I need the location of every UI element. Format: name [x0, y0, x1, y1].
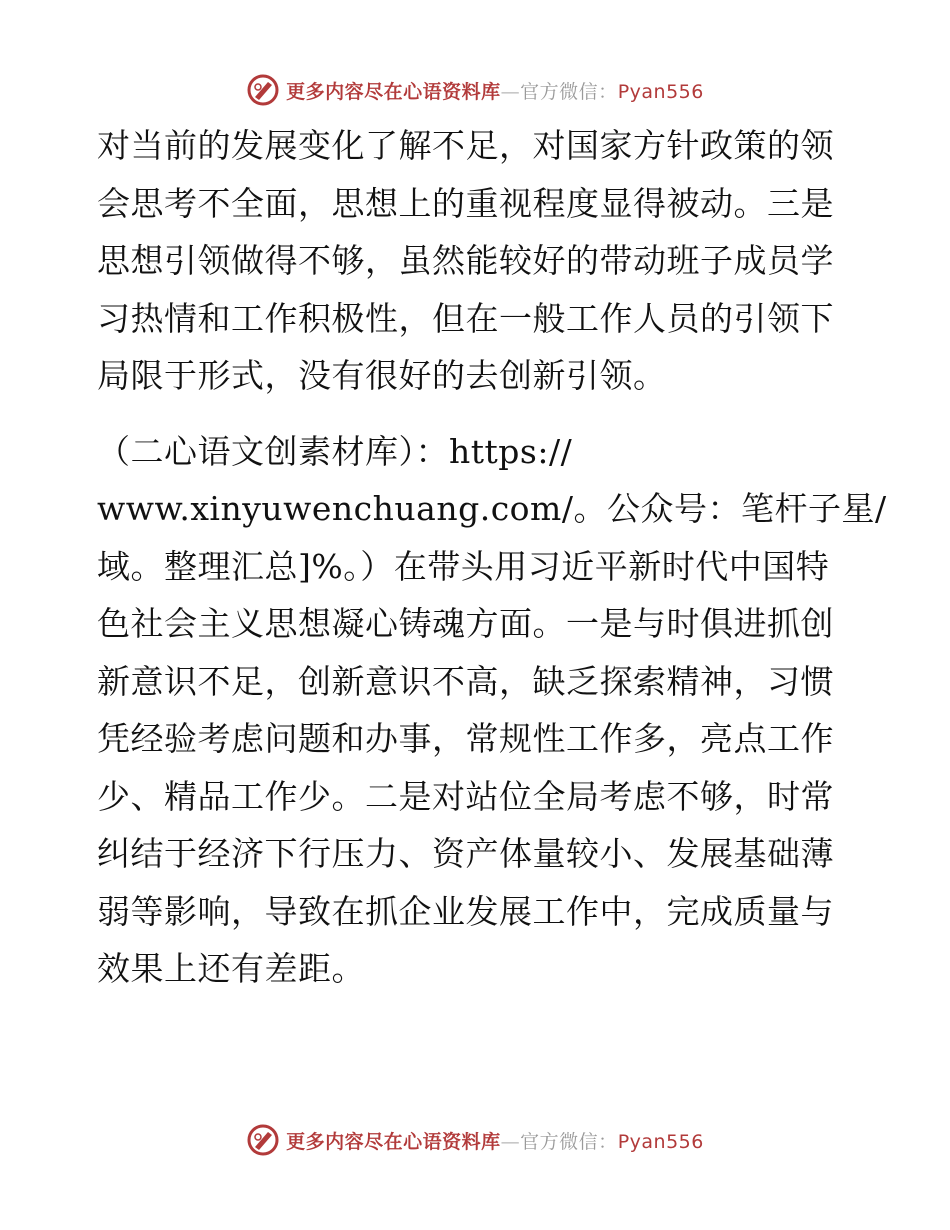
- paragraph1-line: 对当前的发展变化了解不足，对国家方针政策的领: [97, 126, 834, 165]
- paragraph1-line: 会思考不全面，思想上的重视程度显得被动。三是: [97, 183, 834, 223]
- header-official-label: 官方微信：: [520, 80, 618, 103]
- paragraph2-line: 新意识不足，创新意识不高，缺乏探索精神，习惯: [97, 661, 834, 701]
- paragraph2-line: 弱等影响，导致在抓企业发展工作中，完成质量与: [97, 891, 834, 931]
- paragraph2-line: 凭经验考虑问题和办事，常规性工作多，亮点工作: [97, 719, 834, 758]
- paragraph2-url-line: www.xinyuwenchuang.com/。公众号：笔杆子星/: [97, 489, 887, 528]
- paragraph1-line: 习热情和工作积极性，但在一般工作人员的引领下: [97, 298, 834, 338]
- header-wechat-id: Pyan556: [617, 80, 704, 103]
- footer-brand: 更多内容尽在心语资料库: [286, 1130, 501, 1153]
- footer-wechat-id: Pyan556: [617, 1130, 704, 1153]
- paragraph2-line: 色社会主义思想凝心铸魂方面。一是与时俱进抓创: [97, 604, 834, 643]
- paragraph2-source-line: （二心语文创素材库）：https://: [97, 431, 573, 471]
- header-brand: 更多内容尽在心语资料库: [286, 80, 501, 103]
- header-banner: [0, 70, 950, 110]
- paragraph2-line: 效果上还有差距。: [97, 949, 365, 988]
- header-banner-text: [286, 77, 704, 104]
- brand-logo-icon: [246, 1123, 280, 1157]
- footer-banner-text: [286, 1127, 704, 1154]
- header-separator: —: [500, 80, 521, 103]
- footer-official-label: 官方微信：: [520, 1130, 618, 1153]
- footer-banner: [0, 1120, 950, 1160]
- document-body: [97, 117, 887, 998]
- footer-separator: —: [500, 1130, 521, 1153]
- brand-logo-icon: [246, 73, 280, 107]
- paragraph2-line: 少、精品工作少。二是对站位全局考虑不够，时常: [97, 776, 834, 816]
- paragraph-gap: [97, 405, 857, 423]
- paragraph1-line: 思想引领做得不够，虽然能较好的带动班子成员学: [97, 241, 834, 280]
- paragraph2-line: 域。整理汇总]%。）在带头用习近平新时代中国特: [97, 546, 830, 586]
- paragraph1-line: 局限于形式，没有很好的去创新引领。: [97, 356, 667, 395]
- paragraph2-line: 纠结于经济下行压力、资产体量较小、发展基础薄: [97, 834, 834, 873]
